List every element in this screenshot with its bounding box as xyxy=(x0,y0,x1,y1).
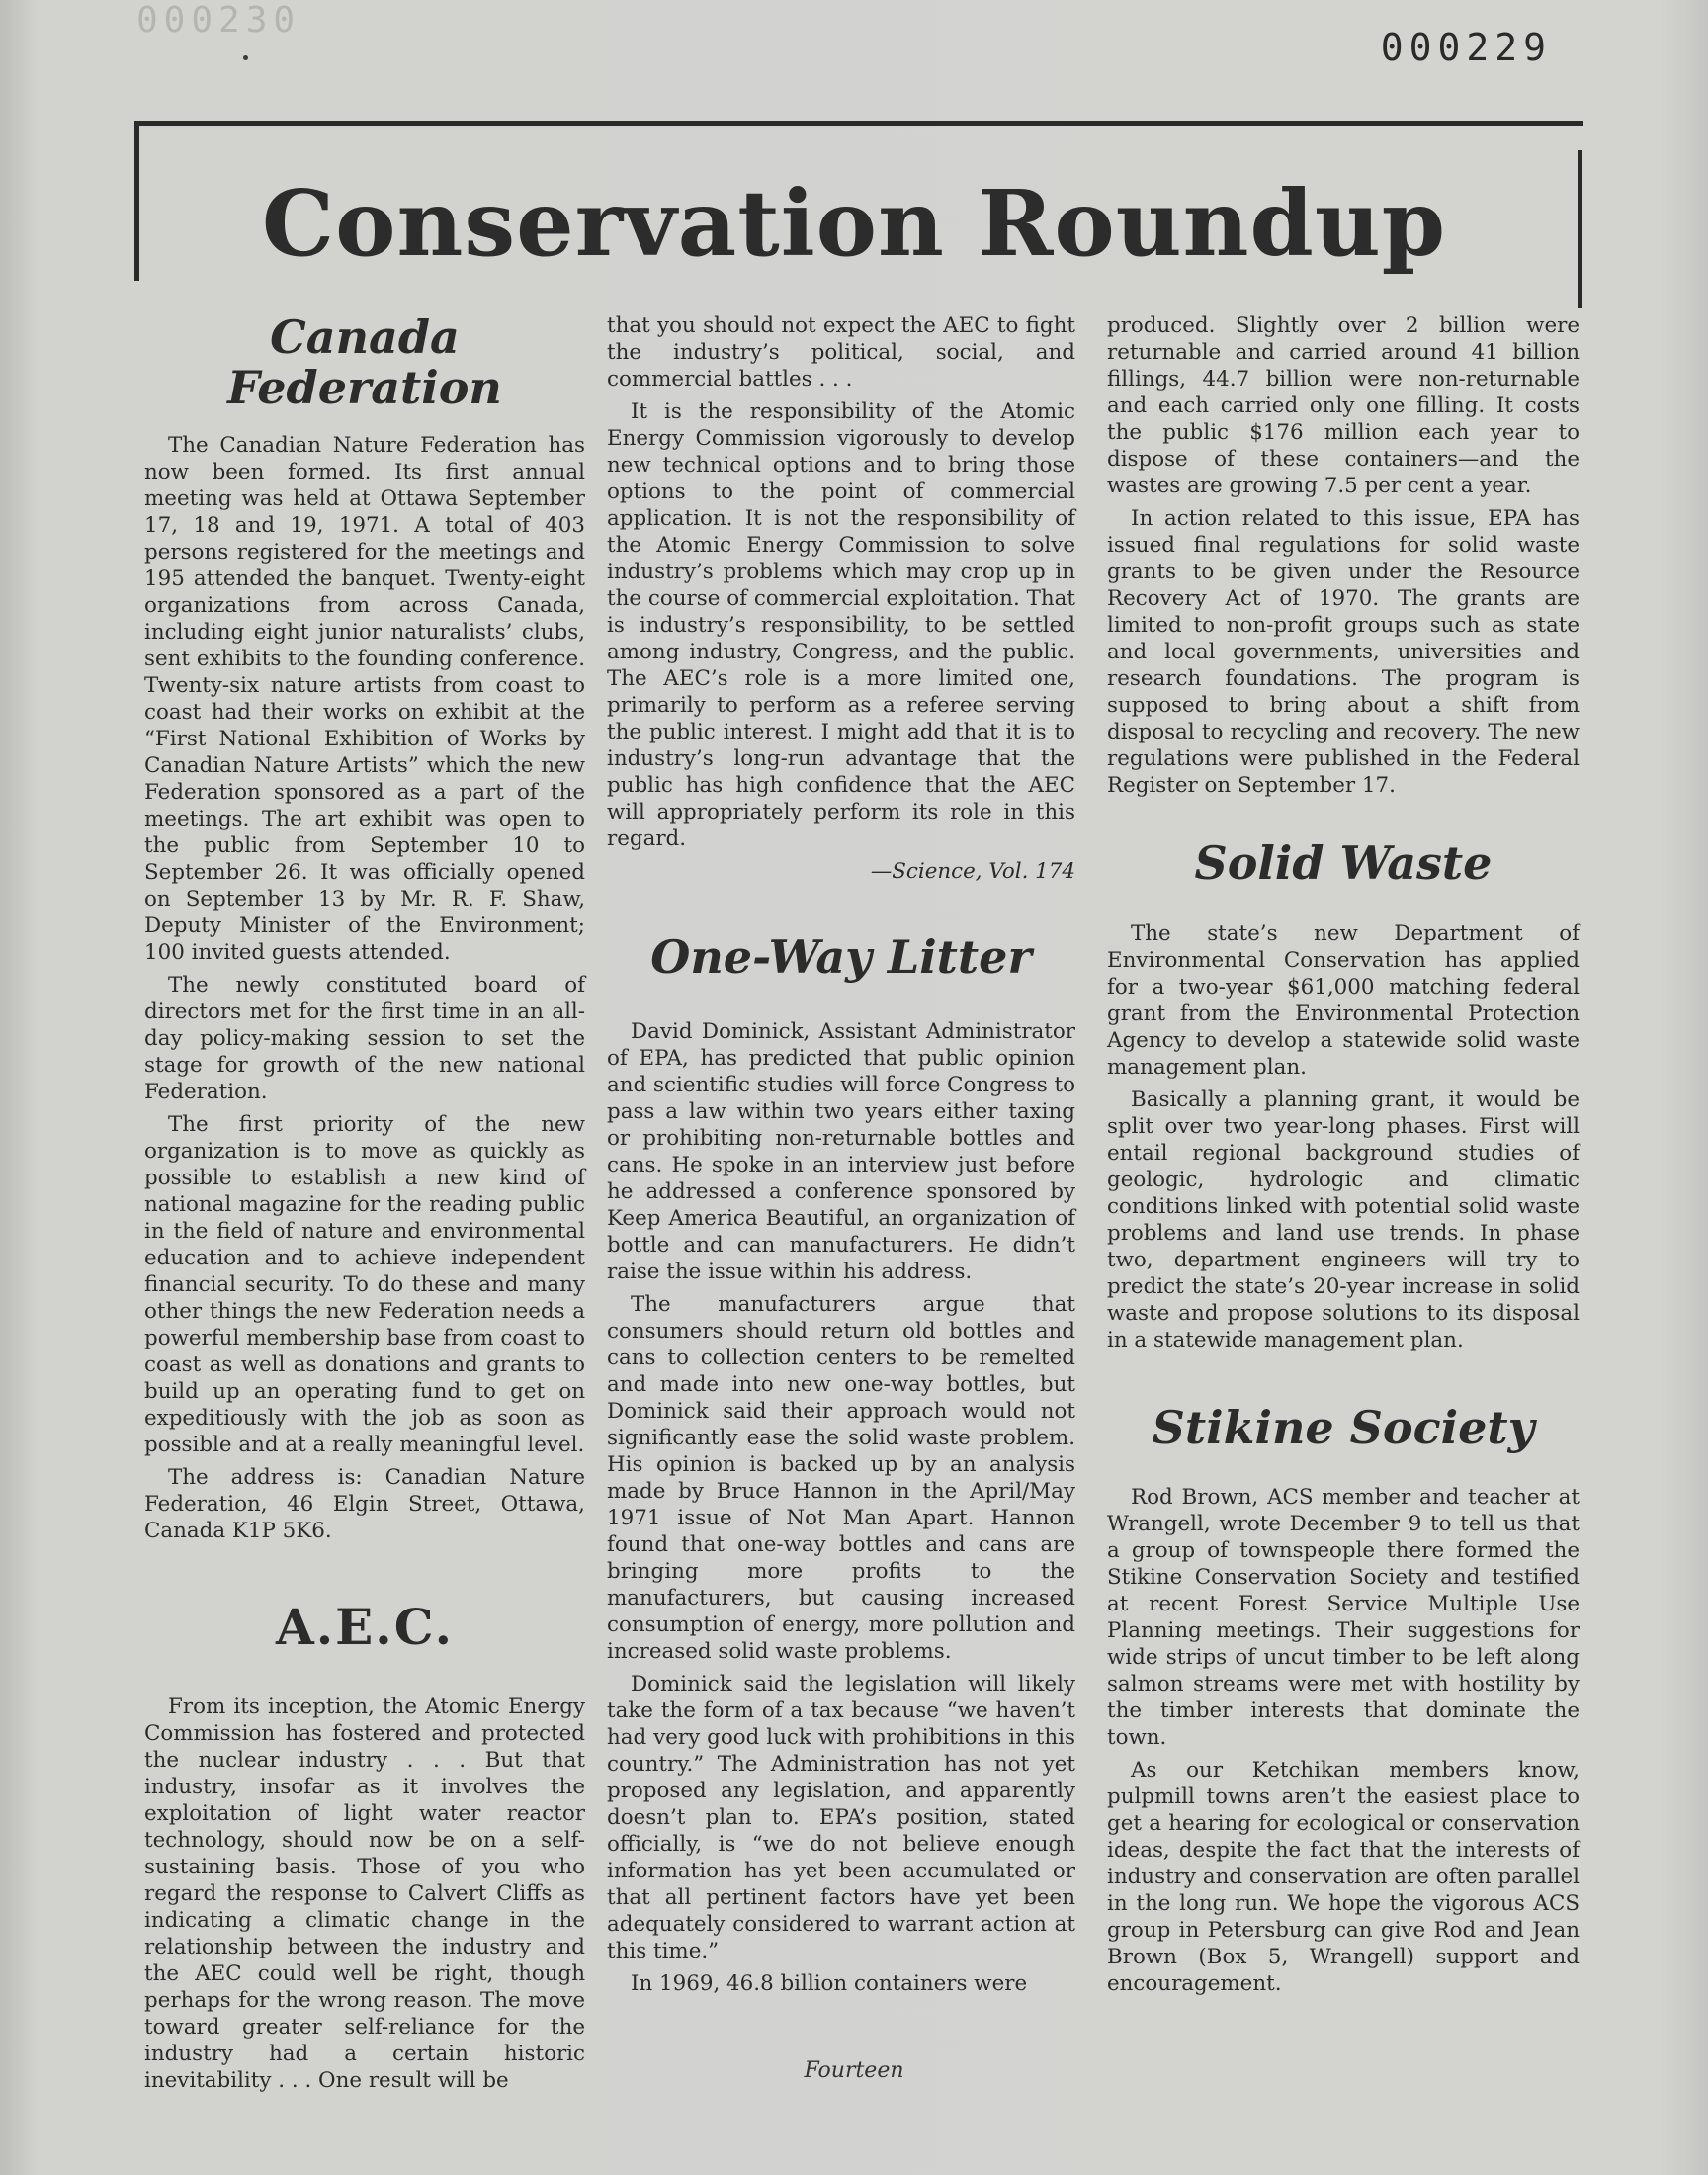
solid-waste-paragraph: Basically a planning grant, it would be split over two year-long phases. First will entail regional background studies of geologic, hydrologic and climatic conditions linked with potential solid waste problems and land use trends. In phase two, department engineers will try to predict the state’s 20-year increase in solid waste and propose solutions to its disposal in a statewide management plan. xyxy=(1107,1087,1580,1352)
litter-paragraph: In action related to this issue, EPA has issued final regulations for solid waste grants to be given under the Resource Recovery Act of 1970. The grants are limited to non-profit groups such as state and local governments, universities and research foundations. The program is supposed to bring about a shift from disposal to recycling and recovery. The new regulations were published in the Federal Register on September 17. xyxy=(1107,506,1580,798)
litter-paragraph: The manufacturers argue that consumers should return old bottles and cans to collection centers to be remelted and made into new one-way bottles, but Dominick said their approach would not significantly ease the solid waste problem. His opinion is backed up by an analysis made by Bruce Hannon in the April/May 1971 issue of Not Man Apart. Hannon found that one-way bottles and cans are bringing more profits to the manufacturers, but causing increased consumption of energy, more pollution and increased solid waste problems. xyxy=(607,1291,1075,1664)
aec-paragraph: From its inception, the Atomic Energy Commission has fostered and protected the nuclear industry . . . But that industry, insofar as it involves the exploitation of light water reactor technology, should now be on a self-sustaining basis. Those of you who regard the response to Calvert Cliffs as indicating a climatic change in the relationship between the industry and the AEC could well be right, though perhaps for the wrong reason. The move toward greater self-reliance for the industry had a certain historic inevitability . . . One result will be xyxy=(144,1695,585,2094)
page-footer: Fourteen xyxy=(804,2058,904,2083)
litter-paragraph: Dominick said the legislation will likely take the form of a tax because “we haven’t had very good luck with prohibitions in this country.” The Administration has not yet proposed any legislation, and apparently doesn’t plan to. EPA’s position, stated officially, is “we do not believe enough information has yet been accumulated or that all pertinent factors have yet been adequately considered to warrant action at this time.” xyxy=(607,1671,1075,1963)
litter-paragraph: In 1969, 46.8 billion containers were xyxy=(631,1970,1028,1996)
stikine-paragraph: As our Ketchikan members know, pulpmill towns aren’t the easiest place to get a hearing for ecological or conservation ideas, despite the fact that the interests of industry and conservation are often parallel in the long run. We hope the vigorous ACS group in Petersburg can give Rod and Jean Brown (Box 5, Wrangell) support and encouragement. xyxy=(1107,1758,1580,1997)
canada-paragraph: The address is: Canadian Nature Federation, 46 Elgin Street, Ottawa, Canada K1P 5K6. xyxy=(144,1465,585,1544)
litter-paragraph: David Dominick, Assistant Administrator of EPA, has predicted that public opinion and scientific studies will force Congress to pass a law within two years either taxing or prohibiting non-returnable bottles and cans. He spoke in an interview just before he addressed a conference sponsored by Keep America Beautiful, an organization of bottle and can manufacturers. He didn’t raise the issue within his address. xyxy=(607,1018,1075,1284)
masthead-title: Conservation Roundup xyxy=(261,170,1447,277)
stikine-heading: Stikine Society xyxy=(1152,1400,1535,1454)
faded-page-id: 000230 xyxy=(136,0,301,41)
solid-waste-heading: Solid Waste xyxy=(1194,836,1493,890)
litter-heading: One-Way Litter xyxy=(650,930,1032,984)
page-id: 000229 xyxy=(1380,26,1552,69)
canada-paragraph: The newly constituted board of directors met for the first time in an all-day policy-making session to set the stage for growth of the new national Federation. xyxy=(144,973,585,1105)
masthead-frame-top xyxy=(134,121,1583,126)
column-1 xyxy=(144,312,585,2100)
aec-credit: —Science, Vol. 174 xyxy=(870,859,1075,884)
column-3 xyxy=(1107,312,1580,2003)
aec-heading: A.E.C. xyxy=(275,1598,455,1657)
aec-paragraph: It is the responsibility of the Atomic Energy Commission vigorously to develop new technical options and to bring those options to the point of commercial application. It is not the responsibility of the Atomic Energy Commission to solve industry’s problems which may crop up in the course of commercial exploitation. That is industry’s responsibility, to be settled among industry, Congress, and the public. The AEC’s role is a more limited one, primarily to perform as a referee serving the public interest. I might add that it is to industry’s long-run advantage that the public has high confidence that the AEC will appropriately perform its role in this regard. xyxy=(607,399,1075,851)
ink-speck xyxy=(243,55,248,60)
column-2 xyxy=(607,312,1075,2003)
canada-heading: Canada Federation xyxy=(227,310,502,414)
stikine-paragraph: Rod Brown, ACS member and teacher at Wrangell, wrote December 9 to tell us that a group of townspeople there formed the Stikine Conservation Society and testified at recent Forest Service Multiple Use Planning meetings. Their suggestions for wide strips of uncut timber to be left along salmon streams were met with hostility by the timber interests that dominate the town. xyxy=(1107,1485,1580,1751)
solid-waste-paragraph: The state’s new Department of Environmental Conservation has applied for a two-year $61,000 matching federal grant from the Environmental Protection Agency to develop a statewide solid waste management plan. xyxy=(1107,920,1580,1080)
litter-paragraph: produced. Slightly over 2 billion were returnable and carried around 41 billion fillings, 44.7 billion were non-returnable and each carried only one filling. It costs the public $176 million each year to dispose of these containers—and the wastes are growing 7.5 per cent a year. xyxy=(1107,313,1580,498)
aec-paragraph: that you should not expect the AEC to fight the industry’s political, social, and commercial battles . . . xyxy=(607,313,1075,392)
canada-paragraph: The first priority of the new organization is to move as quickly as possible to establish a new kind of national magazine for the reading public in the field of nature and environmental education and to achieve independent financial security. To do these and many other things the new Federation needs a powerful membership base from coast to coast as well as donations and grants to build up an operating fund to get on expeditiously with the job as soon as possible and at a really meaningful level. xyxy=(144,1112,585,1458)
canada-paragraph: The Canadian Nature Federation has now been formed. Its first annual meeting was held at Ottawa September 17, 18 and 19, 1971. A total of 403 persons registered for the meetings and 195 attended the banquet. Twenty-eight organizations from across Canada, including eight junior naturalists’ clubs, sent exhibits to the founding conference. Twenty-six nature artists from coast to coast had their works on exhibit at the “First National Exhibition of Works by Canadian Nature Artists” which the new Federation sponsored as a part of the meetings. The art exhibit was open to the public from September 10 to September 26. It was officially opened on September 13 by Mr. R. F. Shaw, Deputy Minister of the Environment; 100 invited guests attended. xyxy=(144,433,585,966)
